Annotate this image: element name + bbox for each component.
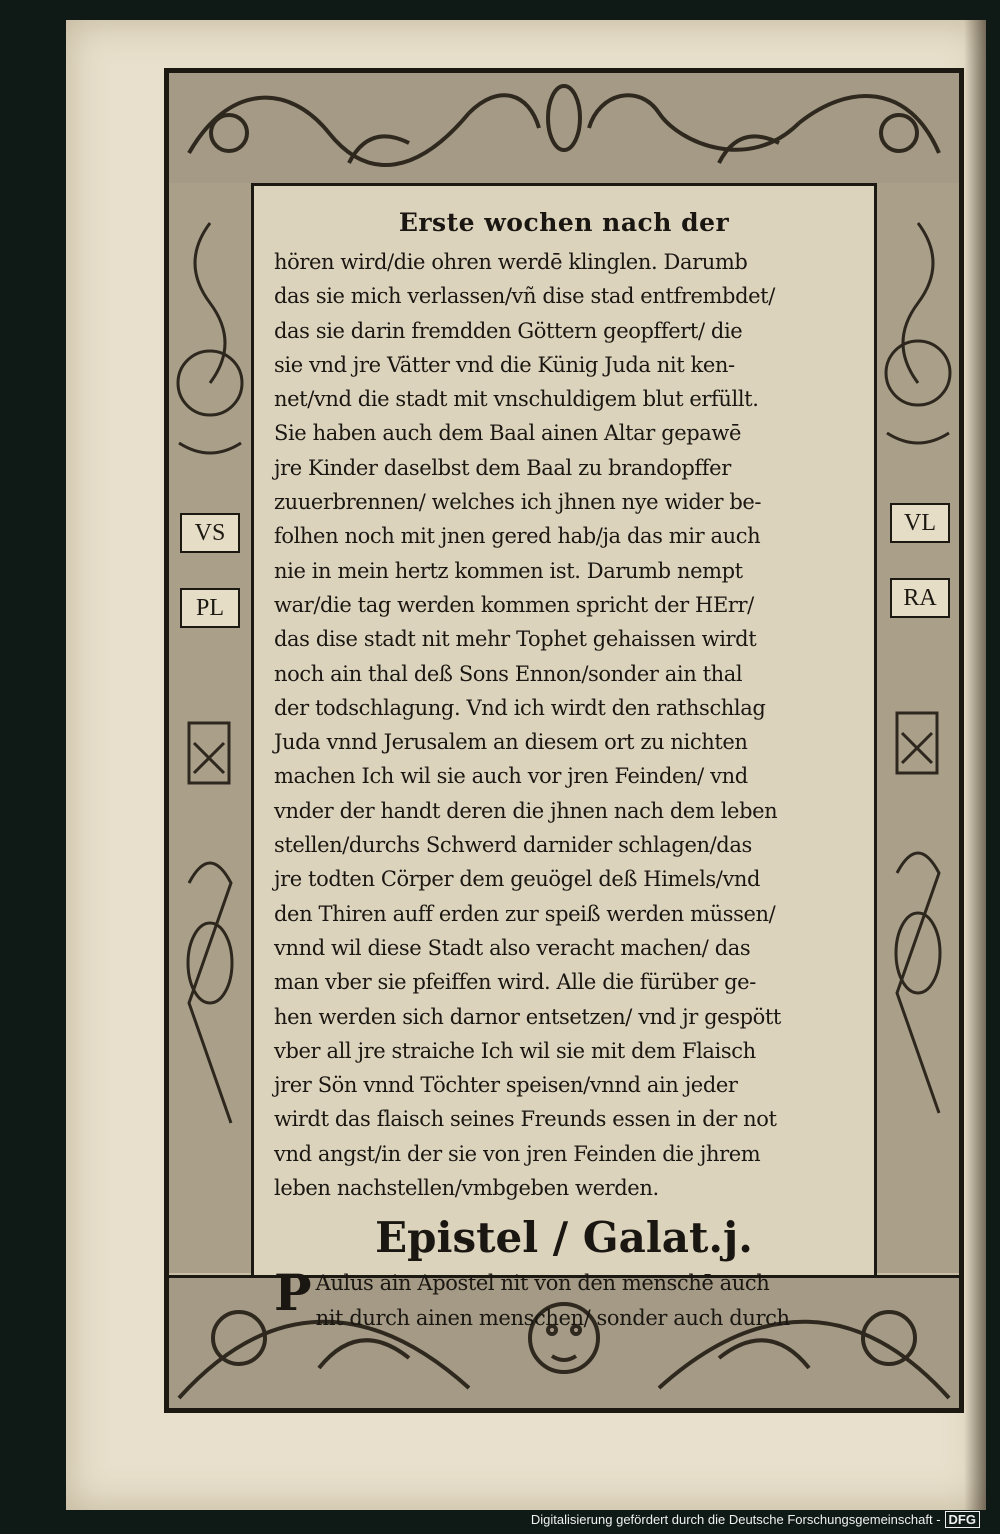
top-ornament-band [169, 73, 959, 186]
text-line: hören wird/die ohren werdē klinglen. Darumb [274, 250, 748, 274]
text-line: jrer Sön vnnd Töchter speisen/vnnd ain jeder [274, 1073, 738, 1098]
text-line: stellen/durchs Schwerd darnider schlagen/das [274, 833, 752, 858]
top-ornament-illustration [169, 73, 959, 183]
text-line: zuuerbrennen/ welches ich jhnen nye wider be- [274, 490, 762, 515]
drop-cap: P [274, 1263, 312, 1323]
text-line: jre todten Cörper dem geuögel deß Himels/vnd [274, 867, 761, 892]
left-pillar-ornament [169, 183, 254, 1278]
text-line: Sie haben auch dem Baal ainen Altar gepawē [274, 421, 742, 446]
dfg-logo: DFG [945, 1511, 980, 1528]
text-line: wirdt das flaisch seines Freunds essen in der not [274, 1107, 777, 1132]
text-line: das sie mich verlassen/vñ dise stad entfrembdet/ [274, 284, 775, 309]
text-line: jre Kinder daselbst dem Baal zu brandopffer [274, 455, 731, 480]
digitization-credit [531, 1511, 980, 1528]
body-text [274, 245, 854, 1205]
text-line: net/vnd die stadt mit vnschuldigem blut erfüllt. [274, 387, 759, 412]
text-line: war/die tag werden kommen spricht der HErr/ [274, 592, 754, 617]
running-head: Erste wochen nach der [398, 208, 730, 237]
text-line: nie in mein hertz kommen ist. Darumb nempt [274, 558, 743, 583]
text-line: der todschlagung. Vnd ich wirdt den rathschlag [274, 695, 766, 720]
text-line: sie vnd jre Vätter vnd die Künig Juda nit ken- [274, 352, 735, 377]
motto-right-bottom: RA [890, 578, 950, 618]
text-line: man vber sie pfeiffen wird. Alle die fürüber ge- [274, 970, 756, 995]
epistle-line: nit durch ainen menschen/ sonder auch durch [315, 1305, 790, 1330]
text-line: machen Ich wil sie auch vor jren Feinden/ vnd [274, 764, 748, 789]
book-page [66, 20, 986, 1510]
text-line: leben nachstellen/vmbgeben werden. [274, 1176, 659, 1201]
text-line: vnnd wil diese Stadt also veracht machen/ das [274, 935, 751, 960]
credit-text: Digitalisierung gefördert durch die Deutsche Forschungsgemeinschaft - [530, 1512, 941, 1527]
epistle-text [274, 1263, 854, 1335]
motto-right-top: VL [890, 503, 950, 543]
text-line: folhen noch mit jnen gered hab/ja das mir auch [274, 524, 761, 549]
text-line: den Thiren auff erden zur speiß werden müssen/ [274, 901, 776, 926]
text-column [274, 208, 854, 1330]
epistle-heading: Epistel / Galat.j. [375, 1213, 753, 1263]
text-line: das sie darin fremdden Göttern geopffert/ die [274, 318, 743, 343]
text-line: hen werden sich darnor entsetzen/ vnd jr gespött [274, 1004, 781, 1029]
motto-left-bottom: PL [180, 588, 240, 628]
text-line: Juda vnnd Jerusalem an diesem ort zu nichten [274, 730, 748, 755]
text-line: vber all jre straiche Ich wil sie mit dem Flaisch [274, 1038, 756, 1063]
motto-left-top: VS [180, 513, 240, 553]
text-line: das dise stadt nit mehr Tophet gehaissen wirdt [274, 627, 757, 652]
right-pillar-ornament [874, 183, 959, 1278]
text-line: noch ain thal deß Sons Ennon/sonder ain thal [274, 661, 743, 686]
woodcut-frame [164, 68, 964, 1413]
text-line: vnd angst/in der sie von jren Feinden die jhrem [274, 1141, 761, 1166]
text-line: vnder der handt deren die jhnen nach dem leben [274, 798, 778, 823]
epistle-line: Aulus ain Apostel nit von den menschē auch [315, 1271, 770, 1296]
